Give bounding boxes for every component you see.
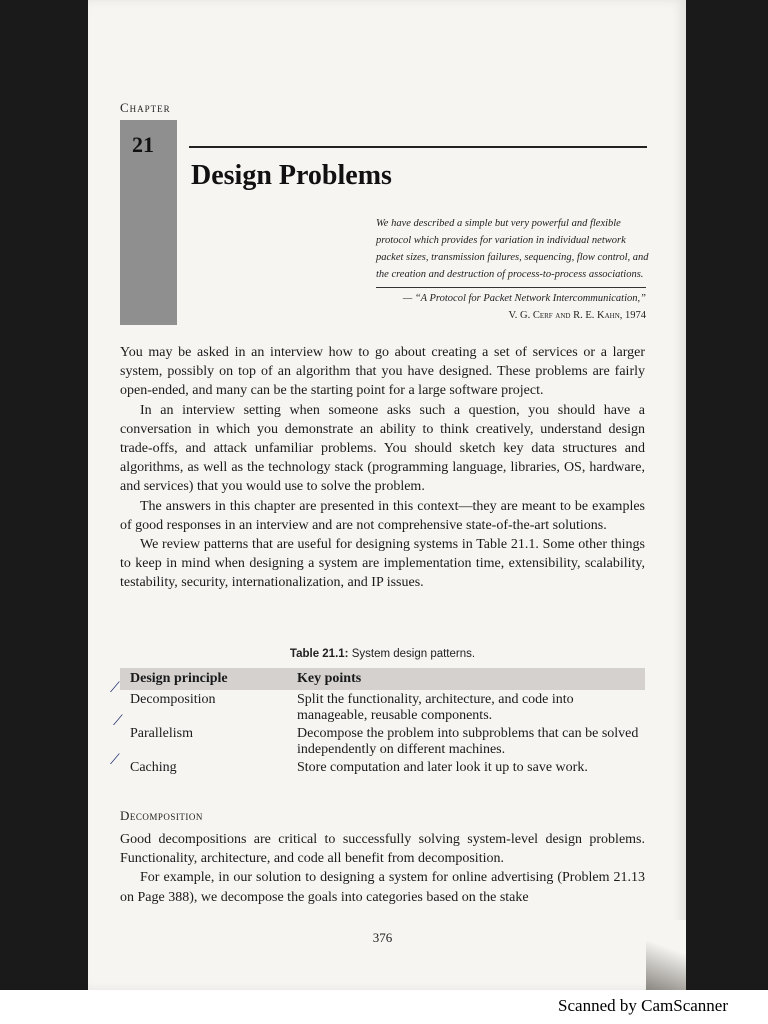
- paragraph: For example, in our solution to designing a system for online advertising (Problem 21.13 on Page 388), we decompose the goals into categories based on the stake: [120, 870, 645, 905]
- table-cell: Store computation and later look it up to save work.: [297, 760, 588, 775]
- table-header-cell: Key points: [297, 671, 362, 686]
- pen-check-mark-icon: ⟋: [110, 752, 120, 768]
- table-row: [120, 760, 645, 776]
- paragraph: We review patterns that are useful for designing systems in Table 21.1. Some other things to keep in mind when designing a system are implementation time, extensibility, scalability, testability, security, internationalization, and IP issues.: [120, 537, 645, 591]
- chapter-title: Design Problems: [191, 160, 392, 191]
- table-cell: Split the functionality, architecture, and code into manageable, reusable components.: [297, 692, 574, 723]
- scanner-watermark: Scanned by CamScanner: [558, 996, 728, 1015]
- table-cell: Caching: [130, 760, 177, 775]
- table-row: [120, 692, 645, 724]
- section-text: [120, 830, 645, 907]
- paragraph: In an interview setting when someone asks such a question, you should have a conversation in which you demonstrate an ability to think creatively, understand design trade-offs, and attack unfamiliar problems. You should sketch key data structures and algorithms, as well as the technology stack (programming language, libraries, OS, hardware, and services) that you would use to solve the problem.: [120, 402, 645, 495]
- epigraph-attribution: [376, 290, 646, 324]
- table-cell: Decomposition: [130, 692, 216, 707]
- section-heading: Decomposition: [120, 808, 203, 823]
- table-caption: [120, 648, 645, 660]
- epigraph-authors: V. G. Cerf and R. E. Kahn, 1974: [508, 310, 646, 321]
- table-header-row: [120, 668, 645, 690]
- chapter-label: Chapter: [120, 100, 171, 115]
- page-number: 376: [372, 930, 393, 945]
- title-rule: [189, 146, 647, 148]
- paragraph: Good decompositions are critical to successfully solving system-level design problems. Functionality, architecture, and code all benefit from decomposition.: [120, 832, 645, 867]
- table-cell: Parallelism: [130, 726, 193, 741]
- chapter-number: 21: [132, 132, 154, 157]
- table-caption-text: System design patterns.: [351, 648, 476, 660]
- paragraph: You may be asked in an interview how to go about creating a set of services or a larger system, possibly on top of an algorithm that you have designed. These problems are fairly open-ended, and many can be the starting point for a large software project.: [120, 345, 645, 399]
- pen-check-mark-icon: ⟋: [113, 713, 123, 729]
- pen-check-mark-icon: ⟋: [110, 680, 120, 696]
- intro-text: [120, 343, 645, 593]
- epigraph-rule: [376, 287, 646, 288]
- table-header-cell: Design principle: [130, 671, 228, 686]
- table-caption-label: Table 21.1:: [289, 648, 349, 660]
- table-row: [120, 726, 645, 758]
- epigraph-quote: We have described a simple but very powerful and flexible protocol which provides for variation in individual network packet sizes, transmission failures, sequencing, flow control, and the creation and destruction of process-to-process associations.: [376, 218, 649, 280]
- paragraph: The answers in this chapter are presented in this context—they are meant to be examples of good responses in an interview and are not comprehensive state-of-the-art solutions.: [120, 498, 645, 533]
- page-curl: [646, 920, 686, 990]
- design-patterns-table: [120, 668, 645, 776]
- epigraph-source: — “A Protocol for Packet Network Intercommunication,”: [402, 293, 646, 304]
- table-cell: Decompose the problem into subproblems that can be solved independently on different machines.: [297, 726, 639, 757]
